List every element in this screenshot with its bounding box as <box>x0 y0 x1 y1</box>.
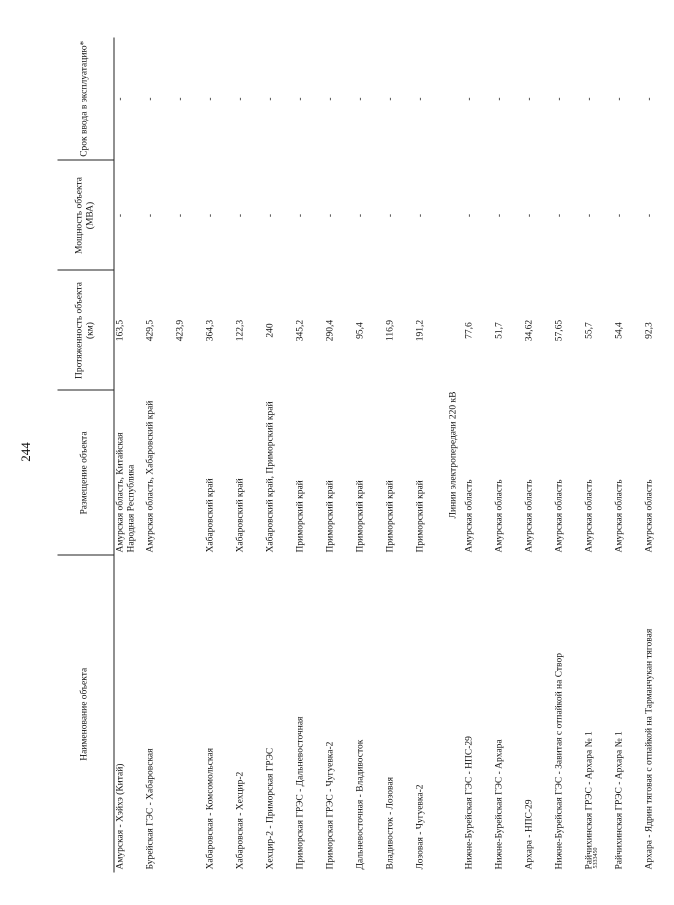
cell-name: Нижне-Бурейская ГЭС - Завитая с отпайкой на Створ <box>554 653 565 870</box>
cell-location: Амурская область <box>524 479 535 553</box>
cell-commission: - <box>494 97 505 101</box>
header-power: Мощность объекта (МВА) <box>58 161 115 271</box>
cell-commission: - <box>205 97 216 101</box>
cell-length: 95,4 <box>355 322 366 339</box>
cell-commission: - <box>175 97 186 101</box>
table-row <box>295 38 325 873</box>
cell-name: Архара - НПС-29 <box>524 799 535 870</box>
table-row <box>584 38 614 873</box>
cell-name: Дальневосточная - Владивосток <box>355 739 366 870</box>
cell-name: Райчихинская ГРЭС - Архара № 1 <box>614 731 625 870</box>
section-row <box>445 38 464 873</box>
cell-commission: - <box>614 97 625 101</box>
cell-commission: - <box>464 97 475 101</box>
cell-commission: - <box>235 97 246 101</box>
cell-location: Амурская область <box>464 479 475 553</box>
table-row <box>325 38 355 873</box>
cell-location: Амурская область <box>554 479 565 553</box>
table-row <box>554 38 584 873</box>
cell-power: - <box>355 213 366 218</box>
cell-name: Нижне-Бурейская ГЭС - Архара <box>494 739 505 870</box>
header-name: Наименование объекта <box>58 556 115 873</box>
cell-length: 77,6 <box>464 322 475 339</box>
cell-commission: - <box>554 97 565 101</box>
cell-name: Владивосток - Лозовая <box>385 777 396 870</box>
cell-length: 34,62 <box>524 319 535 342</box>
cell-location: Хабаровский край <box>205 478 216 553</box>
cell-location: Амурская область <box>494 479 505 553</box>
table-header <box>58 38 115 873</box>
cell-commission: - <box>265 97 276 101</box>
cell-location: Амурская область, Хабаровский край <box>145 400 156 553</box>
cell-name <box>175 556 205 873</box>
cell-commission: - <box>325 97 336 101</box>
cell-location: Амурская область, Китайская Народная Республика <box>115 432 137 553</box>
cell-power: - <box>295 213 306 218</box>
cell-commission: - <box>584 97 595 101</box>
table-row <box>145 38 175 873</box>
section-heading-220kv: Линии электропередачи 220 кВ <box>448 391 459 519</box>
cell-location: Приморский край <box>385 480 396 553</box>
cell-power: - <box>494 213 505 218</box>
cell-location: Амурская область <box>644 479 655 553</box>
cell-commission: - <box>145 97 156 101</box>
cell-name: Бурейская ГЭС - Хабаровская <box>145 748 156 870</box>
table-row <box>235 38 265 873</box>
cell-power: - <box>584 213 595 218</box>
cell-location: Приморский край <box>355 480 366 553</box>
table-row <box>644 38 674 873</box>
cell-name: Хабаровская - Комсомольская <box>205 748 216 870</box>
table-row <box>355 38 385 873</box>
cell-length: 51,7 <box>494 322 505 339</box>
cell-location: Хабаровский край <box>235 478 246 553</box>
cell-length: 57,65 <box>554 319 565 342</box>
cell-commission: - <box>644 97 655 101</box>
cell-power: - <box>175 213 186 218</box>
cell-power: - <box>415 213 426 218</box>
table-body <box>114 38 674 873</box>
cell-length: 54,4 <box>614 322 625 339</box>
cell-commission: - <box>524 97 535 101</box>
table-row <box>114 38 145 873</box>
cell-length: 345,2 <box>295 319 306 342</box>
cell-location: Приморский край <box>325 480 336 553</box>
cell-location: Амурская область <box>614 479 625 553</box>
cell-location: Амурская область <box>584 479 595 553</box>
cell-commission: - <box>355 97 366 101</box>
cell-power: - <box>235 213 246 218</box>
cell-length: 191,2 <box>415 319 426 342</box>
table-row <box>175 38 205 873</box>
cell-power: - <box>145 213 156 218</box>
cell-location: Хабаровский край, Приморский край <box>265 401 276 553</box>
cell-commission: - <box>295 97 306 101</box>
cell-length: 55,7 <box>584 322 595 339</box>
cell-name: Хехцир-2 - Приморская ГРЭС <box>265 747 276 870</box>
cell-name: Лозовая - Чугуевка-2 <box>415 784 426 870</box>
cell-power: - <box>325 213 336 218</box>
cell-location <box>175 391 205 556</box>
cell-power: - <box>554 213 565 218</box>
cell-power: - <box>614 213 625 218</box>
cell-length: 240 <box>265 323 276 338</box>
header-length: Протяженность объекта (км) <box>58 271 115 391</box>
cell-name: Амурская - Хэйхэ (Китай) <box>115 763 126 870</box>
table-row <box>464 38 494 873</box>
table-row <box>205 38 235 873</box>
cell-commission: - <box>415 97 426 101</box>
cell-length: 429,5 <box>145 319 156 342</box>
cell-length: 423,9 <box>175 319 186 342</box>
table-row <box>265 38 295 873</box>
cell-power: - <box>115 213 126 218</box>
table-row <box>524 38 554 873</box>
header-location: Размещение объекта <box>58 391 115 556</box>
table-row <box>494 38 524 873</box>
cell-power: - <box>464 213 475 218</box>
facilities-table <box>58 38 674 873</box>
cell-name: Приморская ГРЭС - Чугуевка-2 <box>325 741 336 870</box>
cell-power: - <box>524 213 535 218</box>
cell-commission: - <box>385 97 396 101</box>
cell-name: Нижне-Бурейская ГЭС - НПС-29 <box>464 736 475 870</box>
cell-length: 122,3 <box>235 319 246 342</box>
cell-length: 290,4 <box>325 319 336 342</box>
cell-length: 116,9 <box>385 319 396 342</box>
cell-length: 364,3 <box>205 319 216 342</box>
table-row <box>385 38 415 873</box>
document-code: 5333450 <box>593 847 599 869</box>
table-row <box>415 38 445 873</box>
cell-power: - <box>644 213 655 218</box>
cell-length: 92,3 <box>644 322 655 339</box>
cell-power: - <box>265 213 276 218</box>
cell-name: Приморская ГРЭС - Дальневосточная <box>295 716 306 870</box>
cell-name: Райчихинская ГРЭС - Архара № 1 <box>584 731 595 870</box>
header-commission: Срок ввода в эксплуатацию* <box>58 38 115 161</box>
cell-length: 163,5 <box>115 319 126 342</box>
page-number: 244 <box>18 442 33 462</box>
cell-name: Архара - Ядрин тяговая с отпайкой на Тарманчукан тяговая <box>644 628 655 870</box>
cell-location: Приморский край <box>295 480 306 553</box>
cell-name: Хабаровская - Хехцир-2 <box>235 771 246 870</box>
cell-power: - <box>385 213 396 218</box>
cell-location: Приморский край <box>415 480 426 553</box>
cell-power: - <box>205 213 216 218</box>
cell-commission: - <box>115 97 126 101</box>
table-row <box>614 38 644 873</box>
